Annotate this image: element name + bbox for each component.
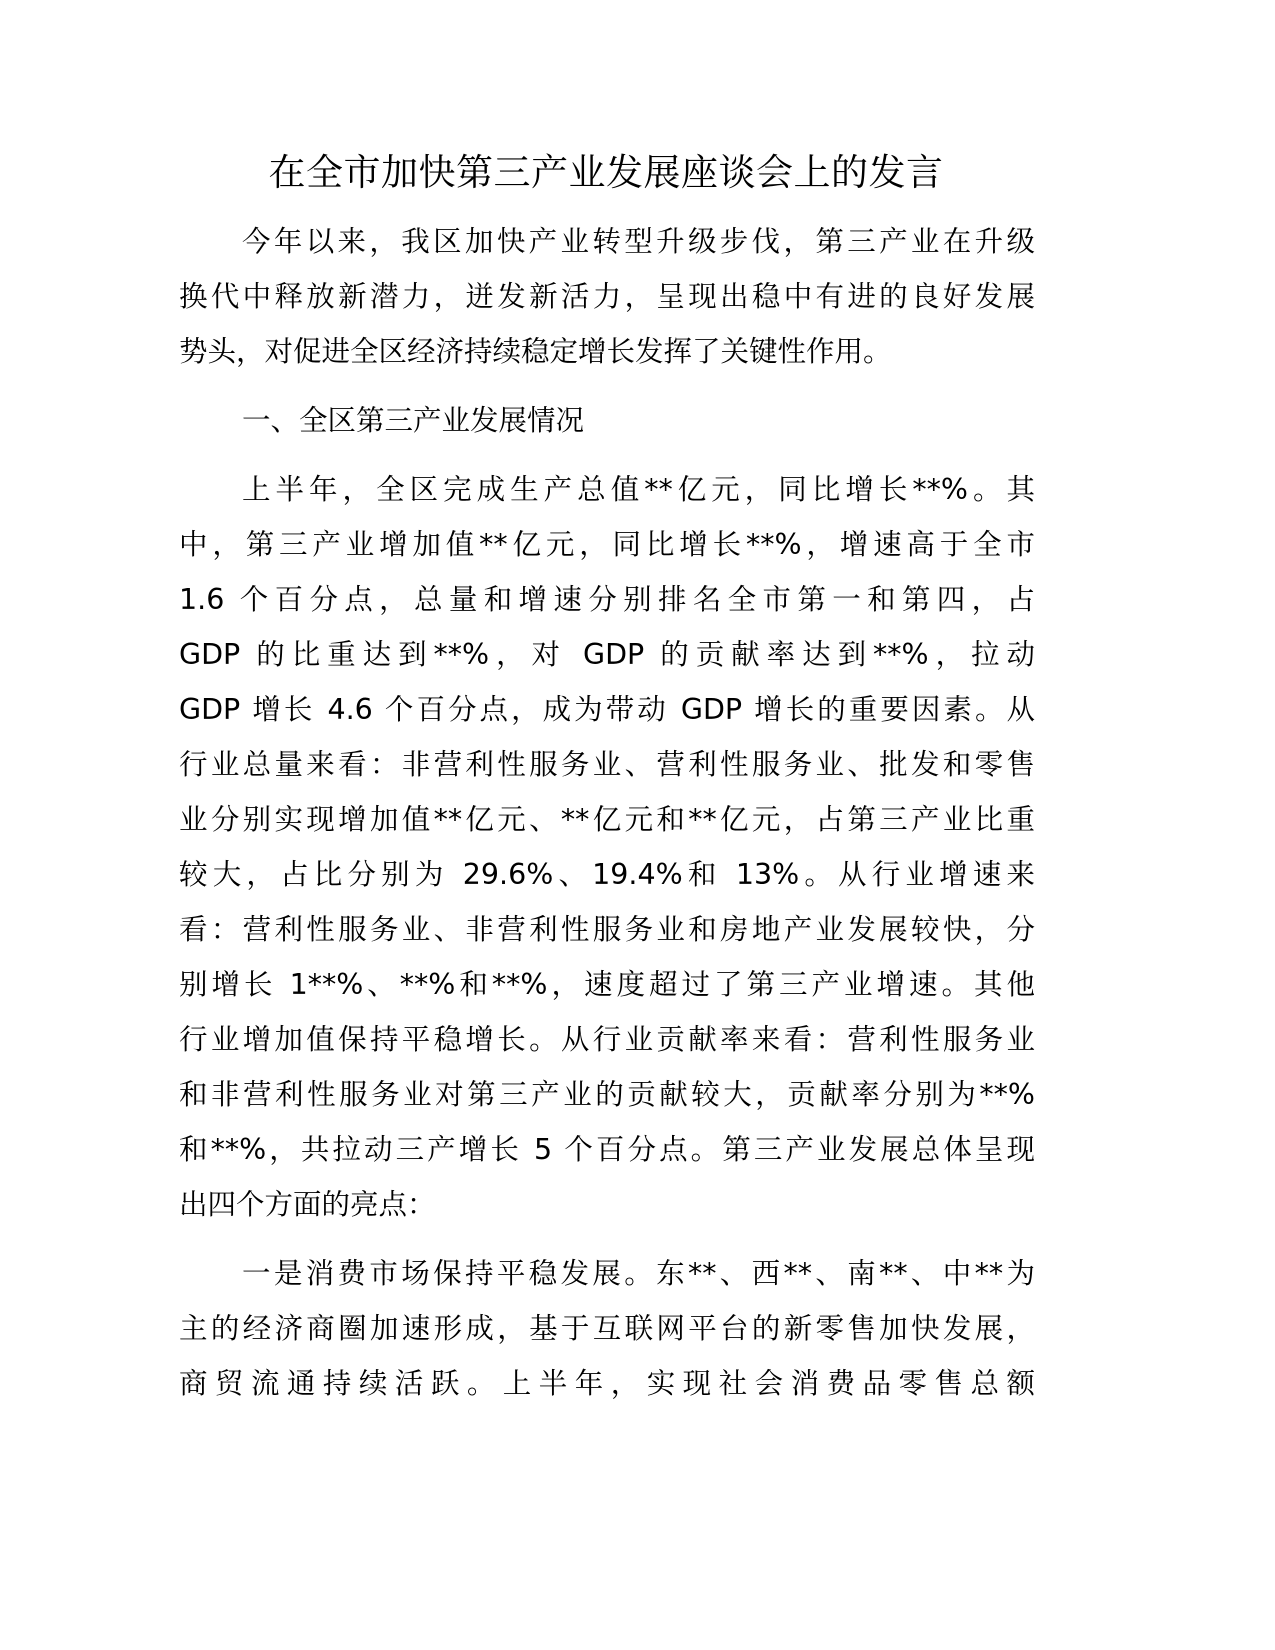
document-body (179, 214, 1035, 1411)
section-heading (179, 393, 1035, 448)
heading-line: 一、全区第三产业发展情况 (242, 404, 585, 437)
text-line: 换代中释放新潜力，迸发新活力，呈现出稳中有进的良好发展 (179, 280, 1035, 313)
text-line: 今年以来，我区加快产业转型升级步伐，第三产业在升级 (242, 225, 1035, 258)
paragraph-spacing (179, 379, 1035, 393)
text-line: 中，第三产业增加值**亿元，同比增长**%，增速高于全市 (179, 528, 1035, 561)
text-line: 出四个方面的亮点： (179, 1188, 436, 1221)
text-line: 看：营利性服务业、非营利性服务业和房地产业发展较快，分 (179, 913, 1035, 946)
text-line: 一是消费市场保持平稳发展。东**、西**、南**、中**为 (242, 1257, 1035, 1290)
text-line: 上半年，全区完成生产总值**亿元，同比增长**%。其 (242, 473, 1035, 506)
text-line: 和**%，共拉动三产增长 5 个百分点。第三产业发展总体呈现 (179, 1133, 1035, 1166)
paragraph-intro (179, 214, 1035, 379)
text-line: 1.6 个百分点，总量和增速分别排名全市第一和第四，占 (179, 583, 1035, 616)
paragraph-statistics (179, 462, 1035, 1232)
text-line: GDP 增长 4.6 个百分点，成为带动 GDP 增长的重要因素。从 (179, 693, 1035, 726)
text-line: 行业增加值保持平稳增长。从行业贡献率来看：营利性服务业 (179, 1023, 1035, 1056)
text-line: 和非营利性服务业对第三产业的贡献较大，贡献率分别为**% (179, 1078, 1035, 1111)
text-line: 业分别实现增加值**亿元、**亿元和**亿元，占第三产业比重 (179, 803, 1035, 836)
text-line: 主的经济商圈加速形成，基于互联网平台的新零售加快发展， (179, 1312, 1035, 1345)
text-line: 别增长 1**%、**%和**%，速度超过了第三产业增速。其他 (179, 968, 1035, 1001)
text-line: 较大，占比分别为 29.6%、19.4%和 13%。从行业增速来 (179, 858, 1035, 891)
paragraph-highlight-one (179, 1246, 1035, 1411)
text-line: GDP 的比重达到**%，对 GDP 的贡献率达到**%，拉动 (179, 638, 1035, 671)
paragraph-spacing (179, 1232, 1035, 1246)
document-title: 在全市加快第三产业发展座谈会上的发言 (268, 151, 944, 194)
paragraph-spacing (179, 448, 1035, 462)
text-line: 行业总量来看：非营利性服务业、营利性服务业、批发和零售 (179, 748, 1035, 781)
text-line: 势头，对促进全区经济持续稳定增长发挥了关键性作用。 (179, 335, 892, 368)
text-line: 商贸流通持续活跃。上半年，实现社会消费品零售总额 (179, 1367, 1035, 1400)
